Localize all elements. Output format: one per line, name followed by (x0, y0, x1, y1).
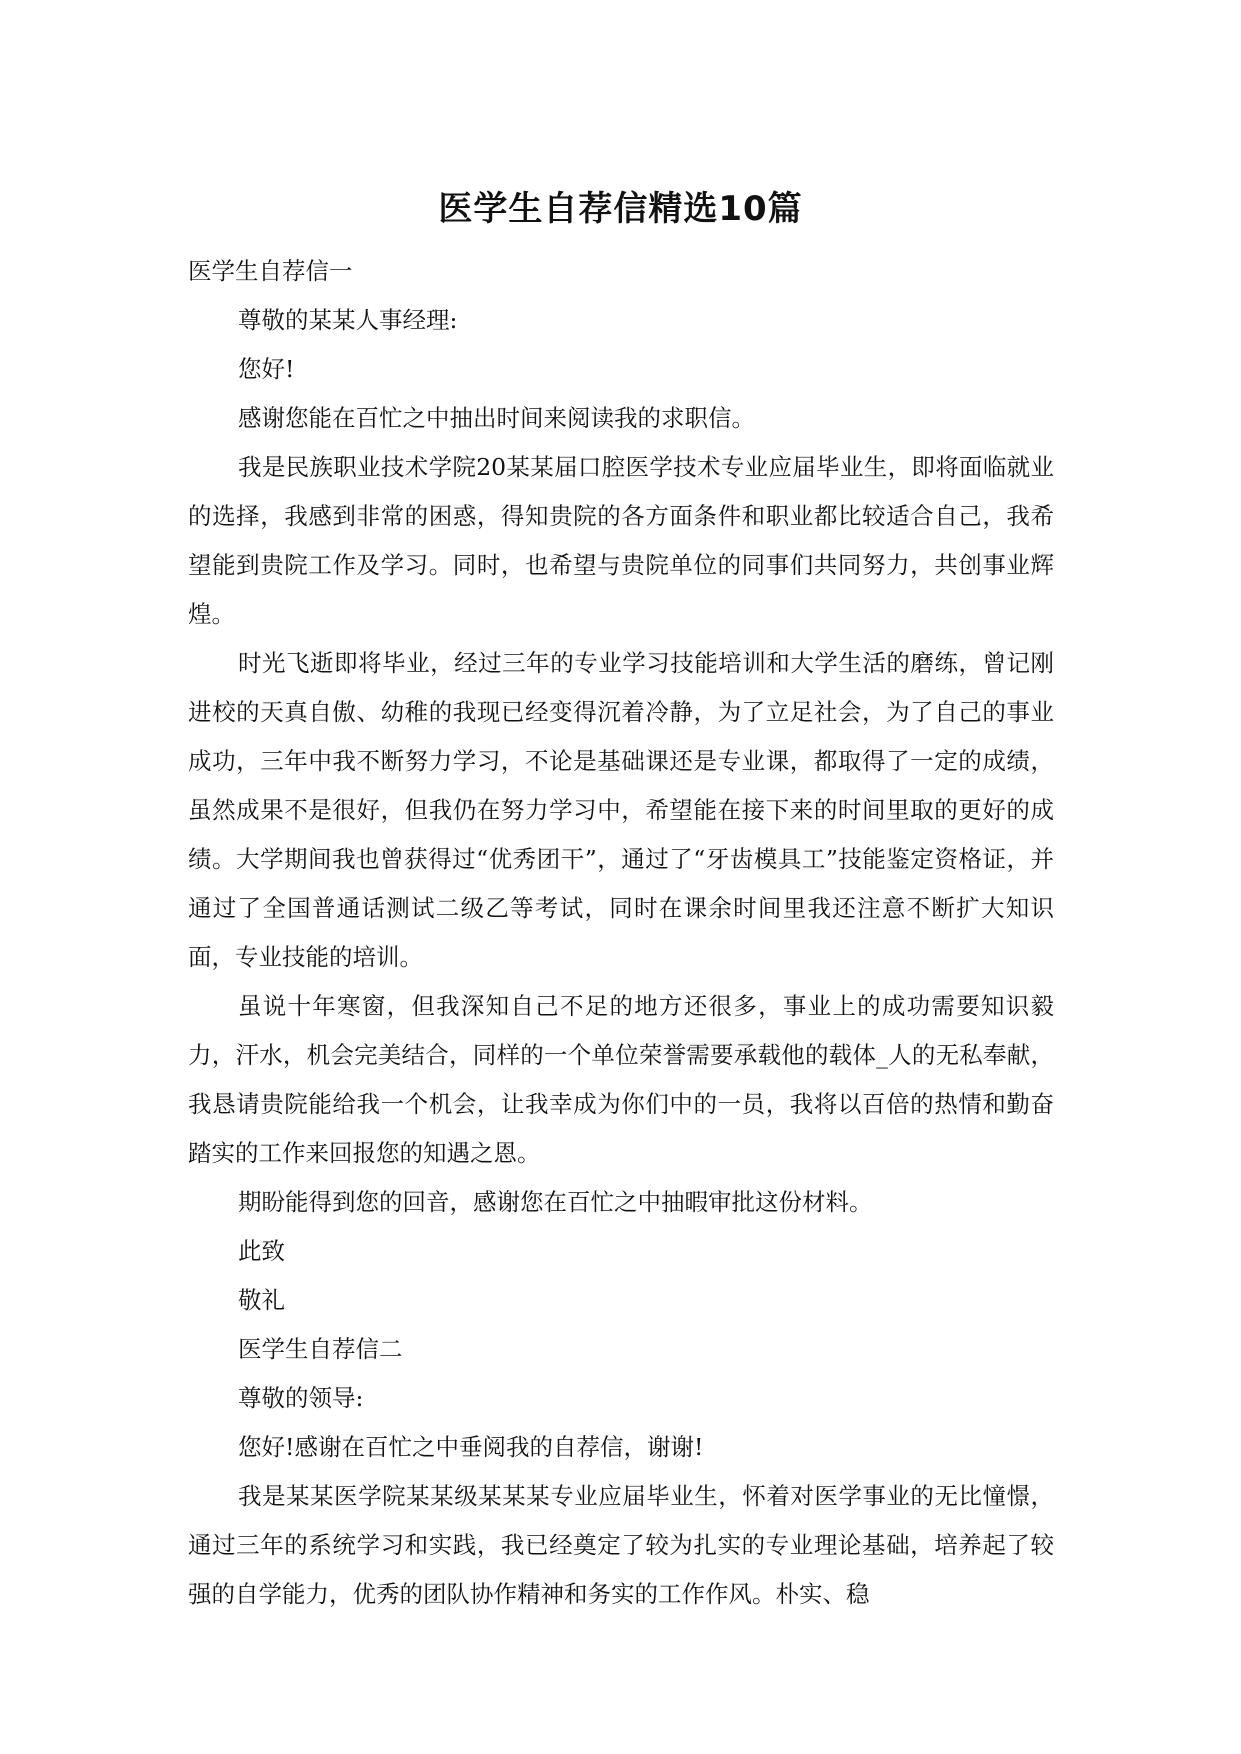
document-title: 医学生自荐信精选10篇 (438, 189, 803, 229)
body-paragraph: 我是某某医学院某某级某某某专业应届毕业生，怀着对医学事业的无比憧憬，通过三年的系统学习和实践，我已经奠定了较为扎实的专业理论基础，培养起了较强的自学能力，优秀的团队协作精神和务实的工作作风。朴实、稳 (188, 1482, 1054, 1608)
body-paragraph: 时光飞逝即将毕业，经过三年的专业学习技能培训和大学生活的磨练，曾记刚进校的天真自傲、幼稚的我现已经变得沉着冷静，为了立足社会，为了自己的事业成功，三年中我不断努力学习，不论是基础课还是专业课，都取得了一定的成绩，虽然成果不是很好，但我仍在努力学习中，希望能在接下来的时间里取的更好的成绩。大学期间我也曾获得过“优秀团干”，通过了“牙齿模具工”技能鉴定资格证，并通过了全国普通话测试二级乙等考试，同时在课余时间里我还注意不断扩大知识面，专业技能的培训。 (188, 649, 1054, 971)
greeting: 您好!感谢在百忙之中垂阅我的自荐信，谢谢! (238, 1433, 704, 1461)
document-body (188, 247, 1054, 1619)
body-paragraph: 感谢您能在百忙之中抽出时间来阅读我的求职信。 (238, 404, 755, 432)
body-paragraph: 我是民族职业技术学院20某某届口腔医学技术专业应届毕业生，即将面临就业的选择，我感到非常的困惑，得知贵院的各方面条件和职业都比较适合自己，我希望能到贵院工作及学习。同时，也希望与贵院单位的同事们共同努力，共创事业辉煌。 (188, 453, 1054, 628)
section-heading-2: 医学生自荐信二 (238, 1335, 403, 1363)
closing-line: 此致 (238, 1237, 285, 1265)
section-heading-1: 医学生自荐信一 (188, 257, 353, 285)
body-paragraph: 虽说十年寒窗，但我深知自己不足的地方还很多，事业上的成功需要知识毅力，汗水，机会完美结合，同样的一个单位荣誉需要承载他的载体_人的无私奉献，我恳请贵院能给我一个机会，让我幸成为你们中的一员，我将以百倍的热情和勤奋踏实的工作来回报您的知遇之恩。 (188, 992, 1054, 1167)
salutation: 尊敬的某某人事经理: (238, 306, 458, 334)
salutation: 尊敬的领导: (238, 1384, 364, 1412)
body-paragraph: 期盼能得到您的回音，感谢您在百忙之中抽暇审批这份材料。 (238, 1188, 873, 1216)
closing-line: 敬礼 (238, 1286, 285, 1314)
greeting: 您好! (238, 355, 295, 383)
